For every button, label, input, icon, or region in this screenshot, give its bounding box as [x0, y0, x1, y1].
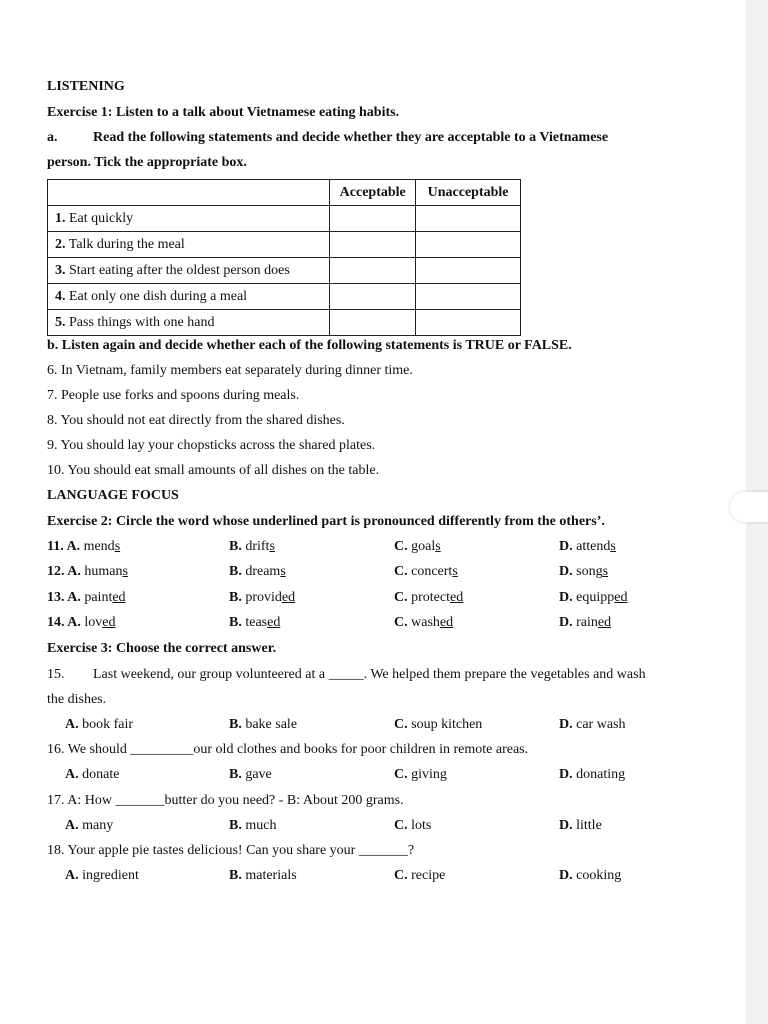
- option-text: soup kitchen: [407, 717, 483, 732]
- q18-option-c[interactable]: [394, 867, 445, 885]
- option-text: donate: [78, 767, 120, 782]
- option-letter: 11. A.: [47, 539, 81, 554]
- option-letter: A.: [65, 767, 79, 782]
- q13-option-b[interactable]: [229, 589, 295, 607]
- option-letter: C.: [394, 590, 408, 605]
- option-letter: 14. A.: [47, 615, 81, 630]
- option-text: giving: [407, 767, 447, 782]
- option-letter: D.: [559, 590, 573, 605]
- underlined-part: s: [435, 539, 441, 554]
- option-letter: B.: [229, 868, 242, 883]
- option-letter: A.: [65, 717, 79, 732]
- table-header-acceptable: Acceptable: [330, 180, 416, 206]
- acceptable-box[interactable]: [330, 232, 416, 258]
- unacceptable-box[interactable]: [416, 232, 521, 258]
- q11-option-d[interactable]: [559, 538, 616, 556]
- row-text: Start eating after the oldest person does: [69, 262, 290, 278]
- option-text: many: [78, 818, 114, 833]
- option-letter: B.: [229, 539, 242, 554]
- option-letter: D.: [559, 717, 573, 732]
- option-letter: A.: [65, 868, 79, 883]
- option-letter: C.: [394, 564, 408, 579]
- part-a-instruction-line1: Read the following statements and decide whether they are acceptable to a Vietnamese: [93, 130, 609, 145]
- statement-cell: [48, 284, 330, 310]
- option-letter: D.: [559, 767, 573, 782]
- q14-option-b[interactable]: [229, 614, 280, 632]
- option-letter: D.: [559, 818, 573, 833]
- option-word: provid: [241, 590, 282, 605]
- unacceptable-box[interactable]: [416, 206, 521, 232]
- option-word: wash: [407, 615, 440, 630]
- q15-option-b[interactable]: [229, 716, 297, 734]
- option-text: lots: [407, 818, 432, 833]
- q16-option-c[interactable]: [394, 766, 447, 784]
- statement-cell: [48, 232, 330, 258]
- underlined-part: ed: [614, 590, 628, 605]
- q17-option-c[interactable]: [394, 817, 431, 835]
- statement-cell: [48, 206, 330, 232]
- underlined-part: ed: [597, 615, 612, 630]
- option-text: materials: [241, 868, 297, 883]
- unacceptable-box[interactable]: [416, 310, 521, 336]
- acceptable-box[interactable]: [330, 284, 416, 310]
- underlined-part: ed: [102, 615, 116, 630]
- q17-option-b[interactable]: [229, 817, 276, 835]
- option-word: protect: [407, 590, 450, 605]
- q11-option-a[interactable]: [47, 538, 120, 556]
- option-word: drift: [241, 539, 270, 554]
- row-text: Eat only one dish during a meal: [69, 288, 248, 304]
- side-handle[interactable]: [730, 492, 768, 522]
- part-a-label: a.: [47, 130, 58, 145]
- q17-option-a[interactable]: [65, 817, 113, 835]
- table-row: [48, 310, 521, 336]
- option-letter: B.: [229, 590, 242, 605]
- question-18: 18. Your apple pie tastes delicious! Can you share your _______?: [47, 843, 415, 858]
- option-letter: D.: [559, 615, 573, 630]
- question-16: 16. We should _________our old clothes and books for poor children in remote areas.: [47, 742, 529, 757]
- option-text: book fair: [78, 717, 134, 732]
- underlined-part: ed: [281, 590, 296, 605]
- statement-9: 9. You should lay your chopsticks across the shared plates.: [47, 438, 376, 453]
- q13-option-a[interactable]: [47, 589, 126, 607]
- underlined-part: s: [122, 564, 128, 579]
- table-header-row: [48, 180, 521, 206]
- q16-option-a[interactable]: [65, 766, 119, 784]
- row-text: Talk during the meal: [68, 236, 185, 252]
- q15-option-d[interactable]: [559, 716, 626, 734]
- option-letter: D.: [559, 564, 573, 579]
- option-word: paint: [80, 590, 113, 605]
- acceptable-box[interactable]: [330, 258, 416, 284]
- underlined-part: ed: [267, 615, 281, 630]
- question-17: 17. A: How _______butter do you need? - B: About 200 grams.: [47, 793, 404, 808]
- q17-option-d[interactable]: [559, 817, 602, 835]
- q18-option-b[interactable]: [229, 867, 297, 885]
- option-letter: B.: [229, 615, 242, 630]
- section-heading-listening: LISTENING: [47, 79, 125, 94]
- section-heading-language-focus: LANGUAGE FOCUS: [47, 488, 179, 503]
- table-row: [48, 284, 521, 310]
- option-letter: A.: [65, 818, 79, 833]
- q13-option-c[interactable]: [394, 589, 463, 607]
- table-row: [48, 258, 521, 284]
- option-text: donating: [572, 767, 626, 782]
- q13-option-d[interactable]: [559, 589, 627, 607]
- option-word: equipp: [572, 590, 615, 605]
- unacceptable-box[interactable]: [416, 258, 521, 284]
- option-letter: D.: [559, 539, 573, 554]
- underlined-part: ed: [450, 590, 464, 605]
- underlined-part: s: [114, 539, 121, 554]
- underlined-part: ed: [112, 590, 126, 605]
- row-number: 5.: [55, 314, 66, 330]
- row-number: 3.: [55, 262, 66, 278]
- table-header-unacceptable: Unacceptable: [416, 180, 521, 206]
- option-word: mend: [80, 539, 115, 554]
- q15-option-c[interactable]: [394, 716, 482, 734]
- q14-option-a[interactable]: [47, 614, 115, 632]
- q16-option-b[interactable]: [229, 766, 272, 784]
- q14-option-c[interactable]: [394, 614, 453, 632]
- statement-cell: [48, 310, 330, 336]
- option-letter: B.: [229, 767, 242, 782]
- acceptable-box[interactable]: [330, 310, 416, 336]
- part-b-instruction: b. Listen again and decide whether each of the following statements is TRUE or FALSE.: [47, 338, 572, 353]
- question-15-line1: Last weekend, our group volunteered at a _____. We helped them prepare the vegetables and wash: [93, 667, 646, 682]
- q18-option-a[interactable]: [65, 867, 139, 885]
- statement-10: 10. You should eat small amounts of all dishes on the table.: [47, 463, 380, 478]
- option-text: bake sale: [241, 717, 298, 732]
- row-number: 4.: [55, 288, 66, 304]
- row-text: Pass things with one hand: [69, 314, 215, 330]
- underlined-part: ed: [439, 615, 454, 630]
- exercise-2-title: Exercise 2: Circle the word whose underlined part is pronounced differently from the others’.: [47, 514, 605, 529]
- acceptability-table: [47, 179, 521, 336]
- q12-option-b[interactable]: [229, 563, 286, 581]
- question-15-line2: the dishes.: [47, 692, 107, 707]
- table-row: [48, 232, 521, 258]
- option-word: attend: [572, 539, 611, 554]
- option-text: ingredient: [78, 868, 139, 883]
- option-text: gave: [241, 767, 272, 782]
- q18-option-d[interactable]: [559, 867, 621, 885]
- option-letter: C.: [394, 868, 408, 883]
- q11-option-c[interactable]: [394, 538, 441, 556]
- option-text: much: [241, 818, 277, 833]
- underlined-part: s: [602, 564, 609, 579]
- row-number: 1.: [55, 210, 66, 226]
- option-letter: B.: [229, 564, 242, 579]
- option-text: recipe: [407, 868, 446, 883]
- underlined-part: s: [280, 564, 286, 579]
- option-text: car wash: [572, 717, 626, 732]
- option-word: goal: [407, 539, 436, 554]
- option-letter: 12. A.: [47, 564, 81, 579]
- option-word: rain: [572, 615, 598, 630]
- q16-option-d[interactable]: [559, 766, 625, 784]
- q12-option-a[interactable]: [47, 563, 128, 581]
- unacceptable-box[interactable]: [416, 284, 521, 310]
- option-letter: C.: [394, 539, 408, 554]
- option-letter: 13. A.: [47, 590, 81, 605]
- q12-option-d[interactable]: [559, 563, 608, 581]
- exercise-1-title: Exercise 1: Listen to a talk about Vietnamese eating habits.: [47, 105, 400, 120]
- option-letter: C.: [394, 717, 408, 732]
- underlined-part: s: [269, 539, 275, 554]
- row-text: Eat quickly: [69, 210, 134, 226]
- statement-6: 6. In Vietnam, family members eat separately during dinner time.: [47, 363, 413, 378]
- option-word: song: [572, 564, 603, 579]
- option-word: human: [80, 564, 123, 579]
- option-text: little: [572, 818, 602, 833]
- q12-option-c[interactable]: [394, 563, 458, 581]
- option-letter: B.: [229, 818, 242, 833]
- option-letter: C.: [394, 615, 408, 630]
- option-text: cooking: [572, 868, 622, 883]
- q14-option-d[interactable]: [559, 614, 611, 632]
- option-letter: C.: [394, 818, 408, 833]
- question-15-number: 15.: [47, 667, 65, 682]
- statement-cell: [48, 258, 330, 284]
- exercise-3-title: Exercise 3: Choose the correct answer.: [47, 641, 277, 656]
- statement-8: 8. You should not eat directly from the shared dishes.: [47, 413, 345, 428]
- option-letter: C.: [394, 767, 408, 782]
- underlined-part: s: [452, 564, 458, 579]
- statement-7: 7. People use forks and spoons during meals.: [47, 388, 300, 403]
- q11-option-b[interactable]: [229, 538, 275, 556]
- row-number: 2.: [55, 236, 66, 252]
- option-letter: B.: [229, 717, 242, 732]
- option-word: teas: [241, 615, 268, 630]
- option-word: concert: [407, 564, 453, 579]
- underlined-part: s: [610, 539, 616, 554]
- option-letter: D.: [559, 868, 573, 883]
- option-word: dream: [241, 564, 281, 579]
- option-word: lov: [80, 615, 103, 630]
- table-row: [48, 206, 521, 232]
- part-a-instruction-line2: person. Tick the appropriate box.: [47, 155, 247, 170]
- q15-option-a[interactable]: [65, 716, 133, 734]
- acceptable-box[interactable]: [330, 206, 416, 232]
- table-header-cell: [48, 180, 330, 206]
